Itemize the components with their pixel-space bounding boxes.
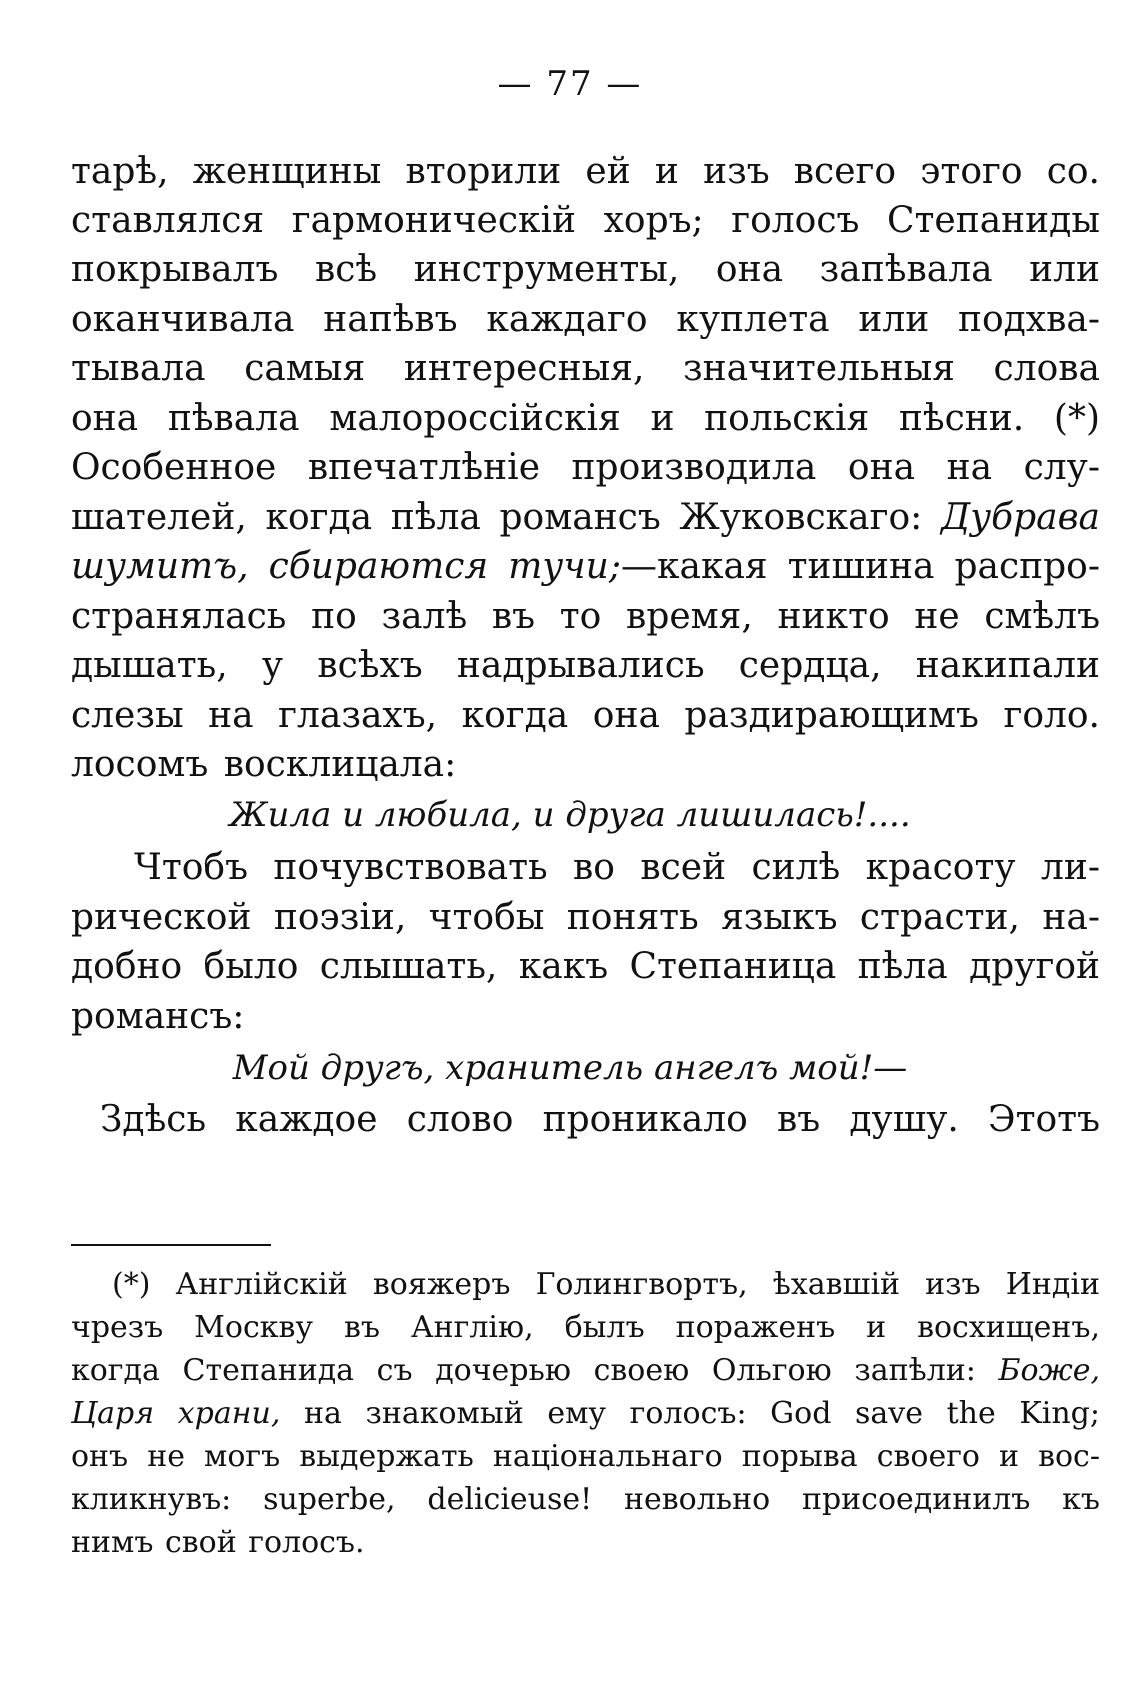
text-line: странялась по залѣ въ то время, никто не смѣлъ <box>71 596 1100 637</box>
text-line: ставлялся гармоническій хоръ; голосъ Степаниды <box>71 200 1100 241</box>
text-line: лосомъ восклицала: <box>71 744 457 785</box>
verse-line: Мой другъ, хранитель ангелъ мой!— <box>232 1048 908 1088</box>
text-line: оканчивала напѣвъ каждаго куплета или подхва- <box>71 299 1100 340</box>
text-segment: шателей, когда пѣла романсъ Жуковскаго: <box>71 497 923 538</box>
text-line: рической поэзіи, чтобы понять языкъ страсти, на- <box>71 897 1100 938</box>
italic-title: шумитъ, сбираются тучи; <box>71 546 621 587</box>
footnote-line: (*) Англійскій вояжеръ Голингвортъ, ѣхавшій изъ Индіи <box>112 1267 1100 1302</box>
footnote-line: нимъ свой голосъ. <box>71 1525 365 1560</box>
italic-title: Царя храни, <box>71 1396 281 1431</box>
text-line: Особенное впечатлѣніе производила она на слу- <box>71 447 1100 488</box>
italic-title: Дубрава <box>940 497 1100 538</box>
text-segment: на знакомый ему голосъ: God save the King; <box>303 1396 1100 1431</box>
footnote-line: чрезъ Москву въ Англію, былъ пораженъ и восхищенъ, <box>71 1310 1100 1345</box>
text-line: покрывалъ всѣ инструменты, она запѣвала или <box>71 249 1100 290</box>
text-line: Чтобъ почувствовать во всей силѣ красоту ли- <box>134 847 1100 888</box>
verse-line: Жила и любила, и друга лишилась!.... <box>229 795 911 835</box>
footnote-line: онъ не могъ выдержать національнаго порыва своего и вос- <box>71 1439 1100 1474</box>
text-line: добно было слышать, какъ Степаница пѣла другой <box>71 946 1100 987</box>
text-line: она пѣвала малороссійскія и польскія пѣсни. (*) <box>71 398 1100 439</box>
text-segment: когда Степанида съ дочерью своею Ольгою запѣли: <box>71 1353 976 1388</box>
footnote-rule <box>71 1244 271 1246</box>
text-segment: —какая тишина распро- <box>620 546 1100 587</box>
footnote-line <box>71 1395 1100 1433</box>
text-line: тарѣ, женщины вторили ей и изъ всего этого со. <box>71 151 1100 192</box>
text-line <box>71 496 1100 540</box>
page-number: — 77 — <box>497 64 643 104</box>
footnote-line: кликнувъ: superbe, delicieuse! невольно присоединилъ къ <box>71 1482 1100 1517</box>
text-line: романсъ: <box>71 996 245 1037</box>
text-line: тывала самыя интересныя, значительныя слова <box>71 348 1100 389</box>
text-line <box>71 545 1100 589</box>
text-line: дышать, у всѣхъ надрывались сердца, накипали <box>71 645 1100 686</box>
italic-title: Боже, <box>998 1353 1100 1388</box>
footnote-line <box>71 1352 1100 1390</box>
text-line: Здѣсь каждое слово проникало въ душу. Этотъ <box>100 1099 1100 1140</box>
text-line: слезы на глазахъ, когда она раздирающимъ голо. <box>71 695 1100 736</box>
